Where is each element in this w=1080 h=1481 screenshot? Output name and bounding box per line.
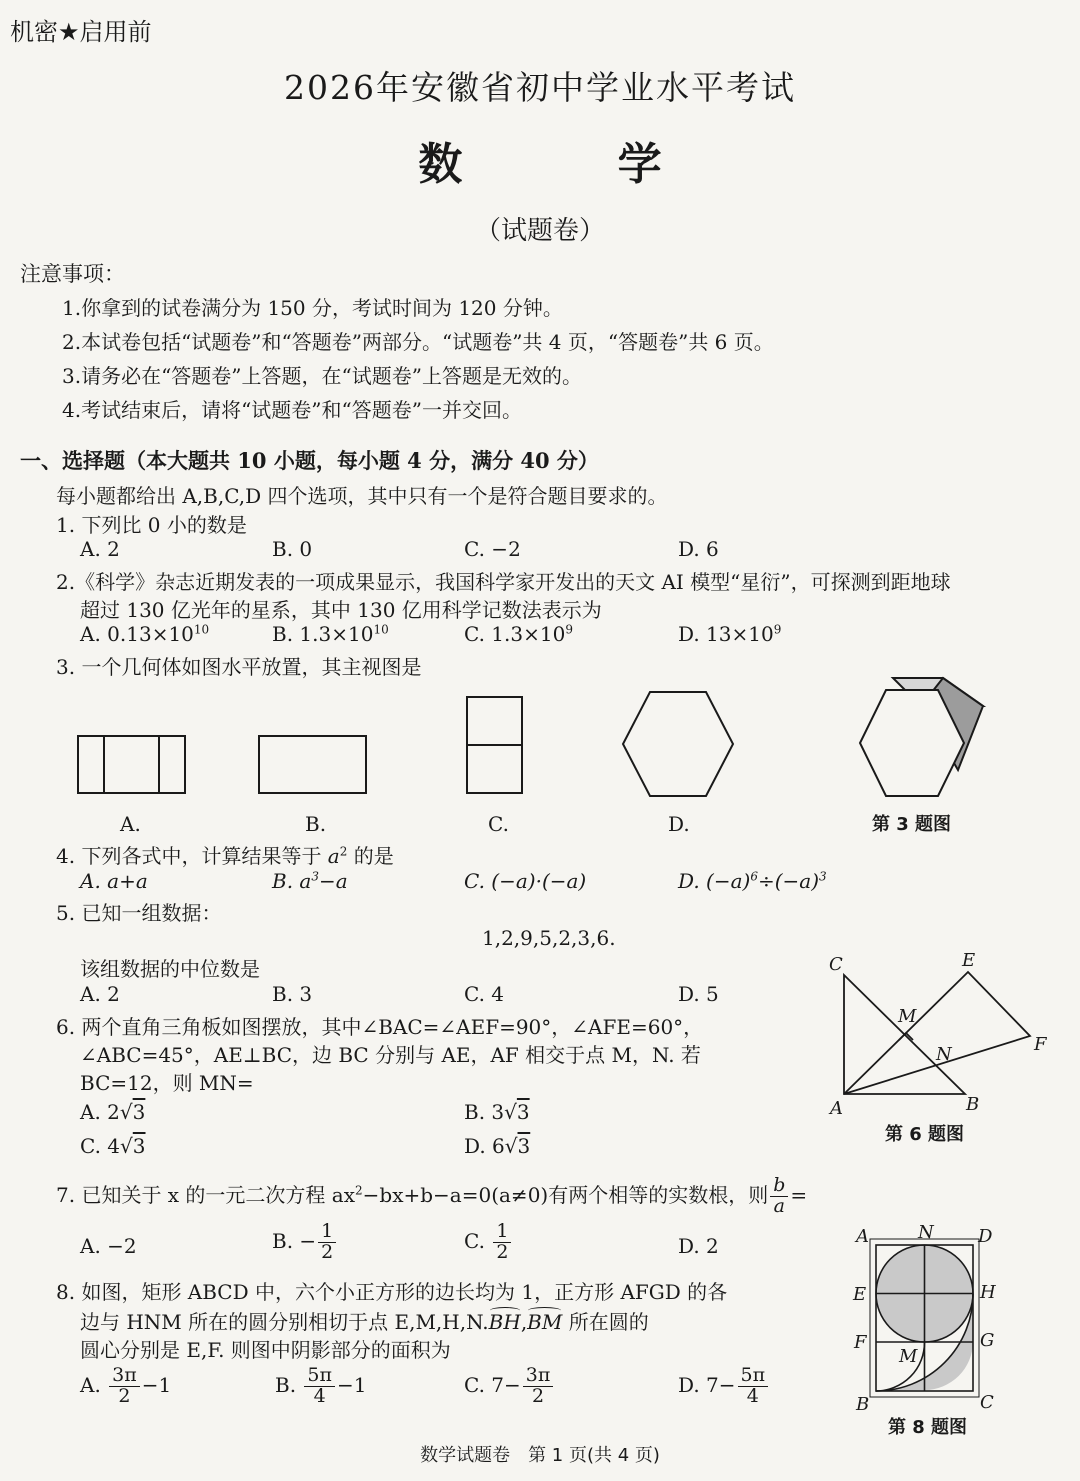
q6-stem-line1: 6. 两个直角三角板如图摆放，其中∠BAC=∠AEF=90°，∠AFE=60°， xyxy=(56,1015,704,1039)
q3-label-c: C. xyxy=(488,812,509,836)
q7-option-d: D. 2 xyxy=(678,1234,719,1258)
q5-data: 1,2,9,5,2,3,6. xyxy=(482,926,616,950)
q3-stem: 3. 一个几何体如图水平放置，其主视图是 xyxy=(56,655,422,679)
q8-stem-line3: 圆心分别是 E,F. 则图中阴影部分的面积为 xyxy=(80,1338,451,1362)
q1-option-d: D. 6 xyxy=(678,537,719,561)
q8-option-b: B. $\frac{5\pi}{4}$ −1 xyxy=(275,1364,367,1407)
q1-option-c: C. −2 xyxy=(464,537,521,561)
q6-point-a: A xyxy=(830,1098,843,1119)
q2-stem-line1: 2.《科学》杂志近期发表的一项成果显示，我国科学家开发出的天文 AI 模型“星衍”，可探测到距地球 xyxy=(56,570,951,594)
q8-point-h: H xyxy=(980,1282,996,1303)
q5-option-c: C. 4 xyxy=(464,982,505,1006)
section-heading: 一、选择题（本大题共 10 小题，每小题 4 分，满分 40 分） xyxy=(20,448,599,473)
q6-option-b: B. 3√3 xyxy=(464,1100,530,1124)
q6-point-m: M xyxy=(898,1006,917,1027)
q4-option-c: C. (−a)·(−a) xyxy=(464,869,587,893)
exam-title: 2026年安徽省初中学业水平考试 xyxy=(284,68,796,107)
q8-option-c: C. 7− $\frac{3\pi}{2}$ xyxy=(464,1366,555,1407)
q6-option-d: D. 6√3 xyxy=(464,1134,531,1158)
q6-option-a: A. 2√3 xyxy=(80,1100,146,1124)
q7-stem: 7. 已知关于 x 的一元二次方程 $ax^2-bx+b-a=0(a\ne 0)$有两个相等的实数根，则 $\frac{b}{a}$ = xyxy=(56,1174,808,1217)
notice-heading: 注意事项： xyxy=(20,262,125,286)
page-footer: 数学试题卷 第 1 页(共 4 页) xyxy=(420,1445,660,1466)
q3-label-a: A. xyxy=(120,812,141,836)
q8-stem-line2: 边与 HNM 所在的圆分别相切于点 E,M,H,N.BH,BM 所在圆的 xyxy=(80,1310,649,1334)
q6-point-b: B xyxy=(966,1094,980,1115)
q8-point-a: A xyxy=(856,1226,869,1247)
section-instruction: 每小题都给出 A,B,C,D 四个选项，其中只有一个是符合题目要求的。 xyxy=(56,484,668,508)
q5-stem: 5. 已知一组数据： xyxy=(56,901,222,925)
q8-point-c: C xyxy=(980,1392,994,1413)
confidential-mark: 机密★启用前 xyxy=(10,18,152,46)
notice-item: 2.本试卷包括“试题卷”和“答题卷”两部分。“试题卷”共 4 页，“答题卷”共 6 页。 xyxy=(62,330,774,354)
q3-label-d: D. xyxy=(668,812,690,836)
q8-stem-line1: 8. 如图，矩形 ABCD 中，六个小正方形的边长均为 1，正方形 AFGD 的各 xyxy=(56,1280,728,1304)
q4-option-d: D. $(-a)^6\div(-a)^3$ xyxy=(678,869,827,893)
q4-option-b: B. $a^3-a$ xyxy=(272,869,348,893)
q2-option-b: B. $1.3\times 10^{10}$ xyxy=(272,622,389,646)
q5-option-d: D. 5 xyxy=(678,982,719,1006)
q7-option-c: C. $\frac{1}{2}$ xyxy=(464,1222,513,1263)
q8-point-m: M xyxy=(899,1346,918,1367)
q6-caption: 第 6 题图 xyxy=(885,1124,965,1145)
q8-point-b: B xyxy=(856,1394,870,1415)
paper-type: （试题卷） xyxy=(474,216,605,246)
q1-stem: 1. 下列比 0 小的数是 xyxy=(56,513,247,537)
q8-point-d: D xyxy=(978,1226,993,1247)
q8-arc-bh: BH xyxy=(488,1310,521,1334)
notice-item: 1.你拿到的试卷满分为 150 分，考试时间为 120 分钟。 xyxy=(62,296,563,320)
q6-point-c: C xyxy=(829,954,843,975)
q8-arc-bm: BM xyxy=(527,1310,563,1334)
q1-option-a: A. 2 xyxy=(80,537,120,561)
q8-point-f: F xyxy=(854,1332,867,1353)
q2-option-d: D. $13\times 10^9$ xyxy=(678,622,782,646)
q7-option-b: B. − $\frac{1}{2}$ xyxy=(272,1222,338,1263)
q8-point-n: N xyxy=(918,1222,934,1243)
q8-caption: 第 8 题图 xyxy=(888,1417,968,1438)
q3-caption: 第 3 题图 xyxy=(872,814,952,835)
q5-ask: 该组数据的中位数是 xyxy=(80,957,260,981)
q5-option-a: A. 2 xyxy=(80,982,120,1006)
q6-stem-line2: ∠ABC=45°，AE⊥BC，边 BC 分别与 AE，AF 相交于点 M，N. 若 xyxy=(80,1043,701,1067)
q6-point-f: F xyxy=(1034,1034,1047,1055)
q4-option-a: A. a+a xyxy=(80,869,148,893)
q2-stem-line2: 超过 130 亿光年的星系，其中 130 亿用科学记数法表示为 xyxy=(80,598,602,622)
q8-option-d: D. 7− $\frac{5\pi}{4}$ xyxy=(678,1366,770,1407)
notice-item: 3.请务必在“答题卷”上答题，在“试题卷”上答题是无效的。 xyxy=(62,364,582,388)
q7-option-a: A. −2 xyxy=(80,1234,137,1258)
q8-point-g: G xyxy=(980,1330,995,1351)
q6-stem-line3: BC=12，则 MN= xyxy=(80,1071,254,1095)
q1-option-b: B. 0 xyxy=(272,537,313,561)
q2-option-c: C. $1.3\times 10^9$ xyxy=(464,622,573,646)
q8-point-e: E xyxy=(853,1284,867,1305)
notice-item: 4.考试结束后，请将“试题卷”和“答题卷”一并交回。 xyxy=(62,398,522,422)
q6-option-c: C. 4√3 xyxy=(80,1134,146,1158)
q6-point-e: E xyxy=(962,950,976,971)
q6-point-n: N xyxy=(936,1044,952,1065)
q8-option-a: A. $\frac{3\pi}{2}$ −1 xyxy=(80,1364,172,1407)
q2-option-a: A. $0.13\times 10^{10}$ xyxy=(80,622,210,646)
subject-title: 数 学 xyxy=(418,139,732,190)
q3-label-b: B. xyxy=(305,812,327,836)
q4-stem: 4. 下列各式中，计算结果等于 $a^2$ 的是 xyxy=(56,844,394,868)
q5-option-b: B. 3 xyxy=(272,982,313,1006)
